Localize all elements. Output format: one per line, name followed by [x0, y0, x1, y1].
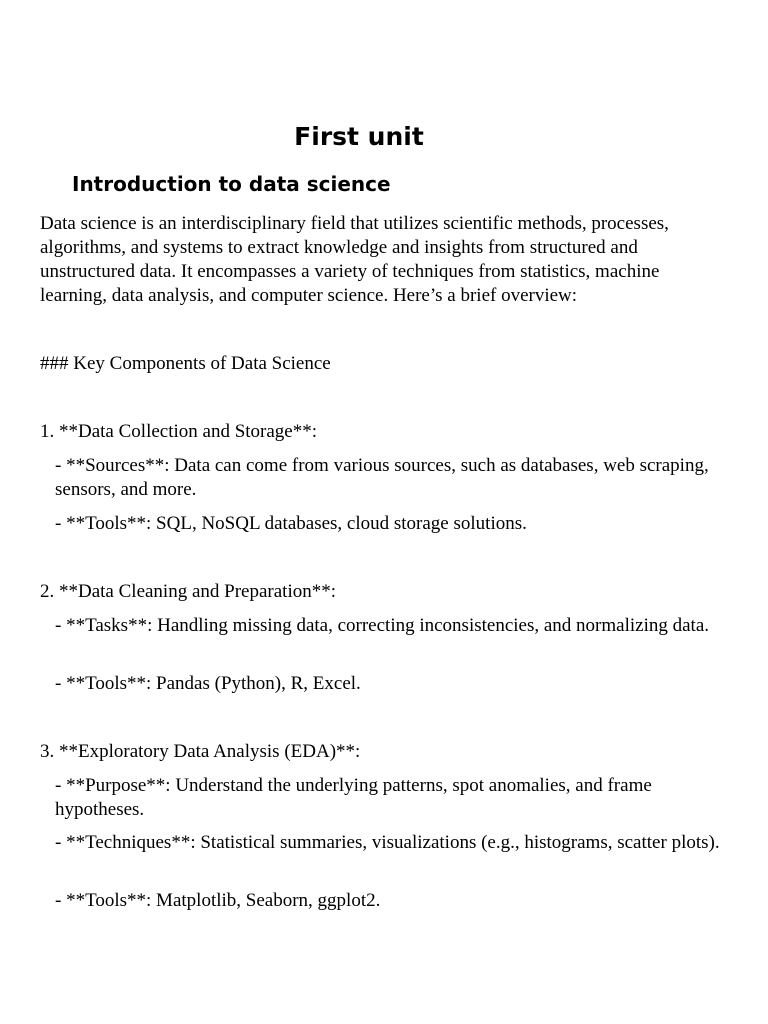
bullet-text: - **Tools**: SQL, NoSQL databases, cloud storage solutions. — [55, 513, 527, 534]
item-1-bullet-2 — [40, 512, 745, 536]
bullet-text: - **Purpose**: Understand the underlying patterns, spot anomalies, and frame hypotheses. — [55, 775, 652, 820]
item-heading-2: 2. **Data Cleaning and Preparation**: — [40, 581, 337, 602]
page-title: First unit — [294, 122, 424, 151]
intro-paragraph: Data science is an interdisciplinary field that utilizes scientific methods, processes, algorithms, and systems to extract knowledge and insights from structured and unstructured data. It encompasses a variety of techniques from statistics, machine learning, data analysis, and computer science. Here’s a brief overview: — [40, 213, 669, 306]
bullet-text: - **Techniques**: Statistical summaries, visualizations (e.g., histograms, scatter plots). — [55, 832, 720, 853]
item-2-bullet-2 — [40, 672, 745, 696]
bullet-text: - **Tasks**: Handling missing data, correcting inconsistencies, and normalizing data. — [55, 615, 710, 636]
item-heading-1: 1. **Data Collection and Storage**: — [40, 421, 318, 442]
bullet-text: - **Tools**: Matplotlib, Seaborn, ggplot2. — [55, 890, 381, 911]
item-3-bullet-2 — [40, 831, 745, 855]
item-2-bullet-1 — [40, 614, 745, 638]
bullet-text: - **Tools**: Pandas (Python), R, Excel. — [55, 673, 361, 694]
item-1-bullet-1 — [40, 454, 745, 502]
bullet-text: - **Sources**: Data can come from various sources, such as databases, web scraping, sensors, and more. — [55, 455, 709, 500]
item-3-bullet-3 — [40, 889, 745, 913]
item-heading-3: 3. **Exploratory Data Analysis (EDA)**: — [40, 741, 361, 762]
item-3-bullet-1 — [40, 774, 745, 822]
section-heading: ### Key Components of Data Science — [40, 353, 331, 374]
page-subtitle: Introduction to data science — [72, 172, 391, 196]
